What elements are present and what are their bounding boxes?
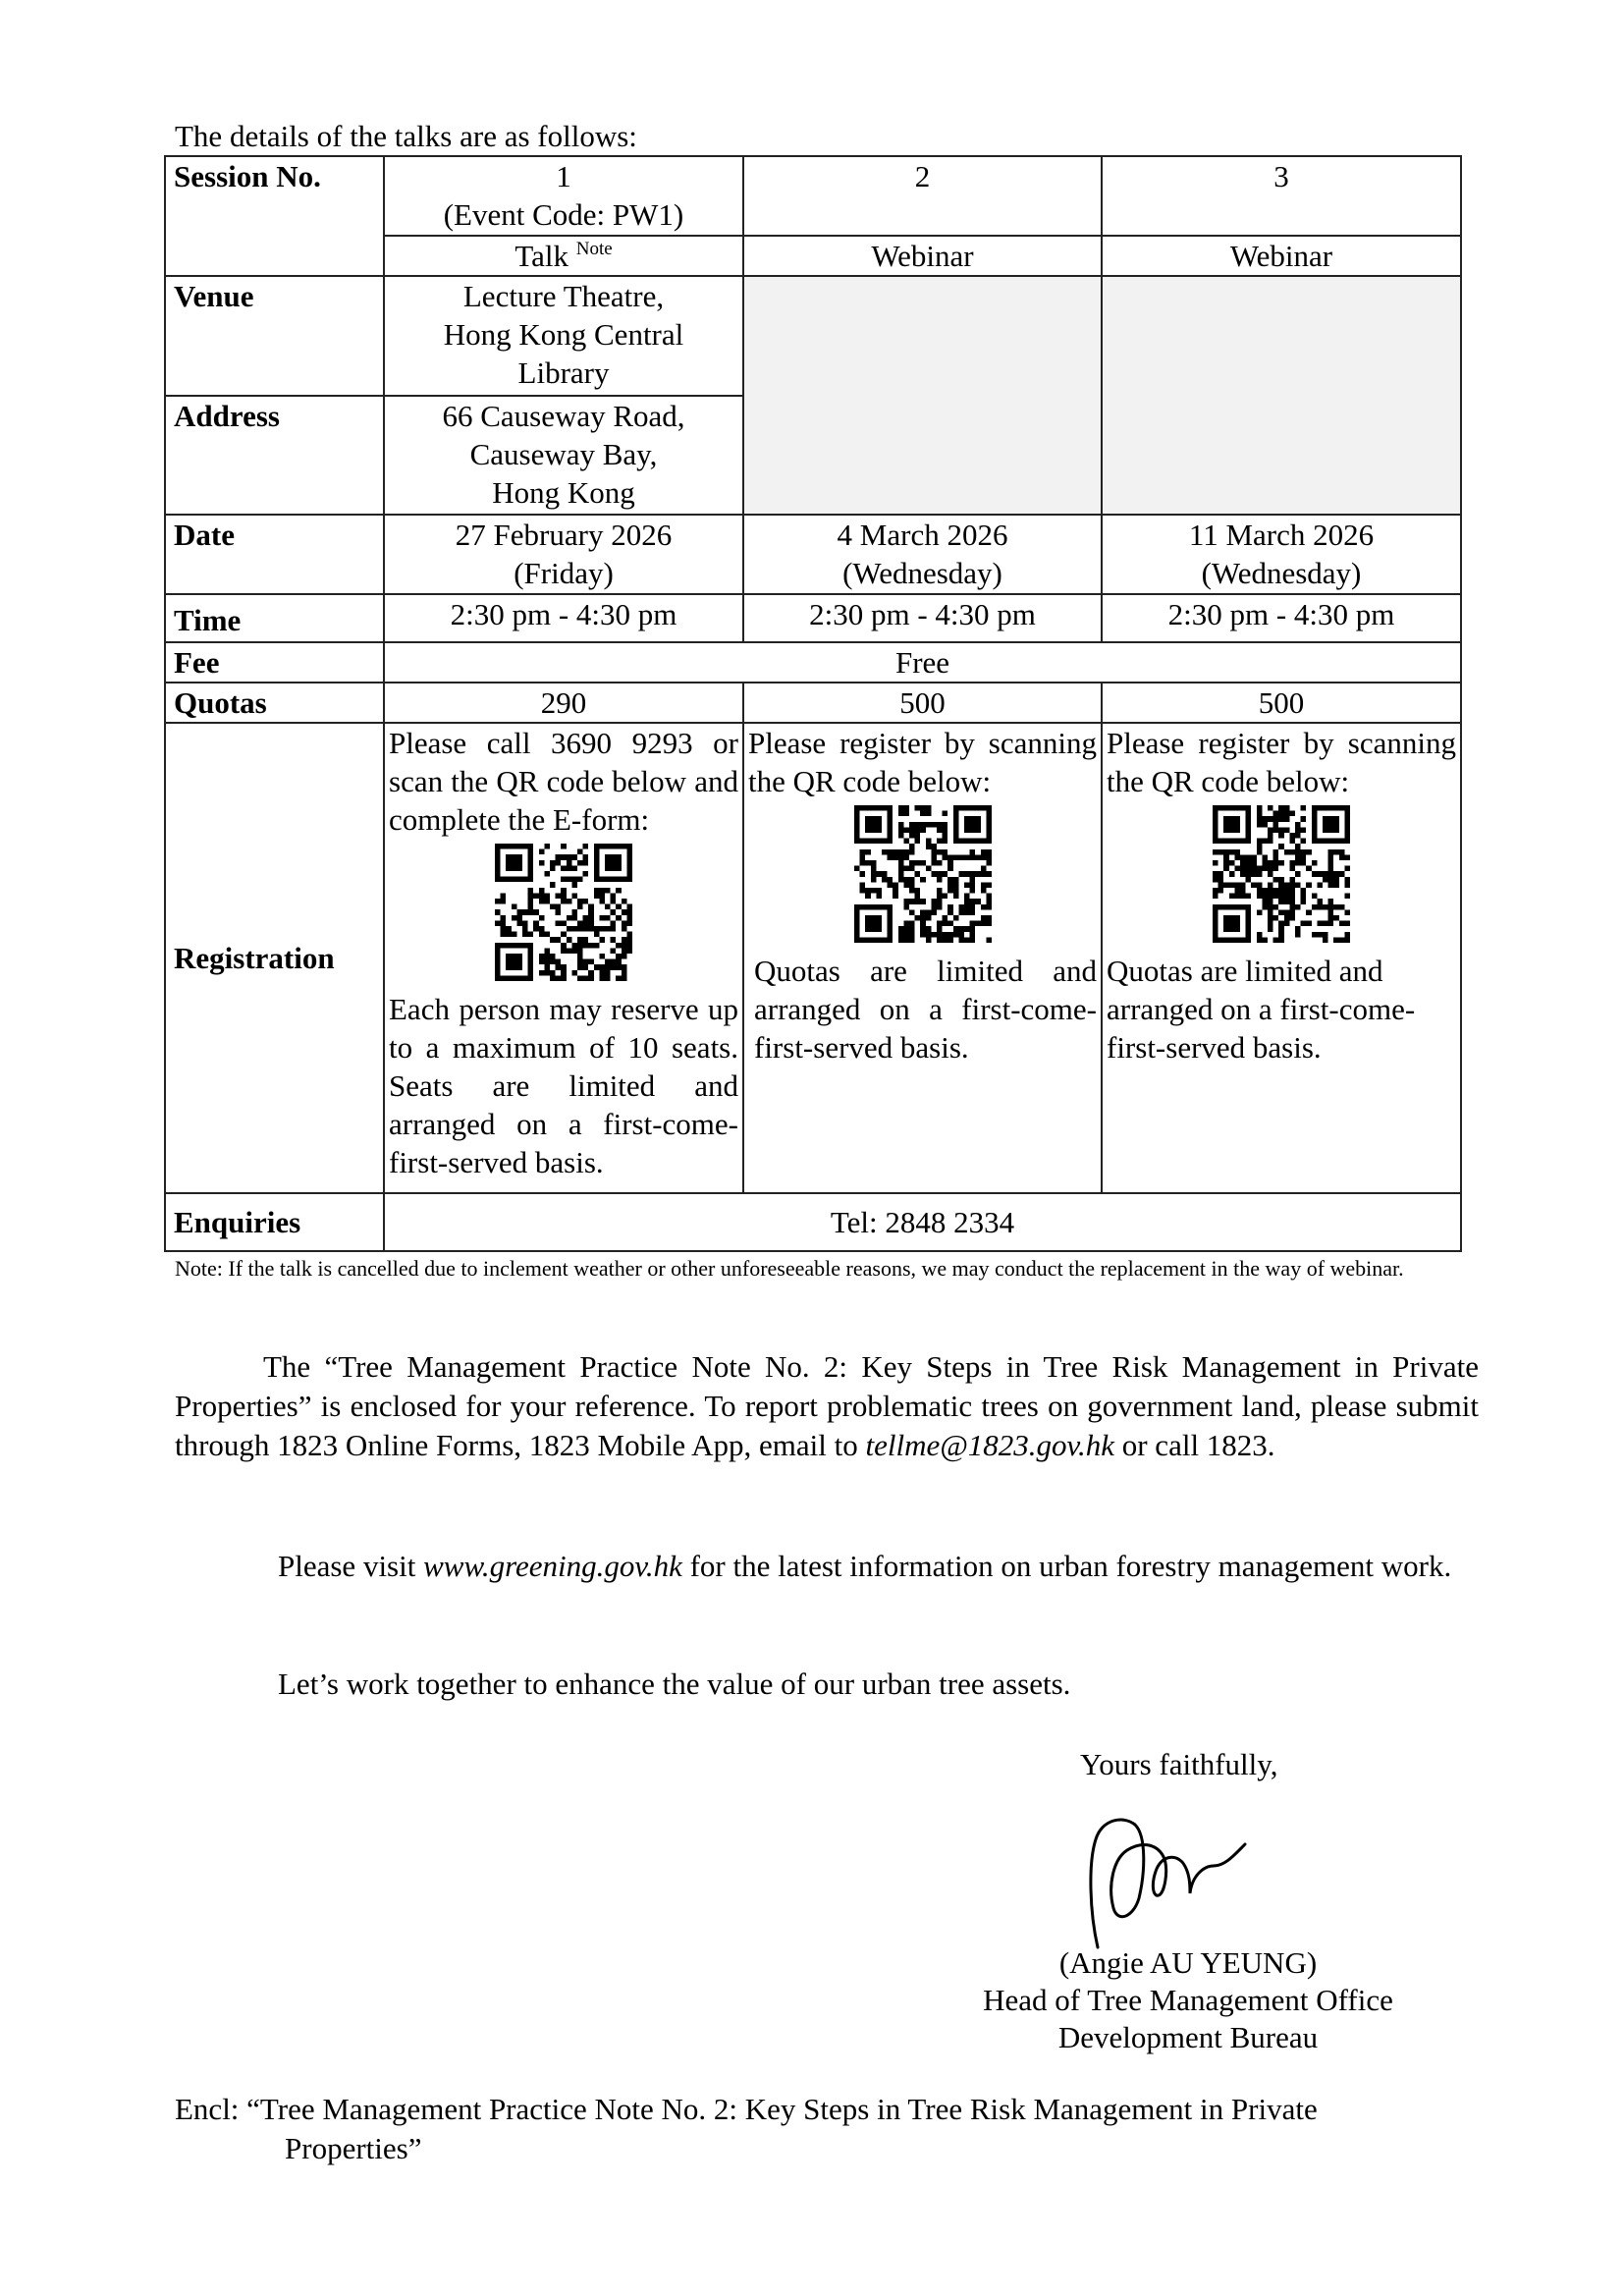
handwritten-signature xyxy=(1088,1815,1265,1952)
signer-title: Head of Tree Management Office xyxy=(983,1983,1393,2017)
session-1-date: 27 February 2026 (Friday) xyxy=(384,515,743,594)
qr-code-session-1[interactable] xyxy=(495,843,632,982)
fee-value: Free xyxy=(384,642,1461,683)
session-2-time: 2:30 pm - 4:30 pm xyxy=(743,594,1102,642)
enquiries-row xyxy=(165,1193,1461,1251)
session-1-registration xyxy=(384,723,743,1193)
session-2-quota: 500 xyxy=(743,683,1102,723)
session-1-quota: 290 xyxy=(384,683,743,723)
session-1-reg-note: Each person may reserve up to a maximum of 10 seats. Seats are limited and arranged on a first-come-first-served basis. xyxy=(389,992,738,1179)
session-row xyxy=(165,156,1461,236)
session-3-reg-intro: Please register by scanning the QR code below: xyxy=(1107,726,1456,798)
closing-salutation: Yours faithfully, xyxy=(1080,1747,1278,1781)
quotas-label: Quotas xyxy=(165,683,384,723)
date-label: Date xyxy=(165,515,384,594)
intro-text: The details of the talks are as follows: xyxy=(175,119,637,153)
signer-bureau: Development Bureau xyxy=(1057,2020,1319,2054)
date-row xyxy=(165,515,1461,594)
venue-label: Venue xyxy=(165,276,384,396)
enquiries-label: Enquiries xyxy=(165,1193,384,1251)
session-3-quota: 500 xyxy=(1102,683,1461,723)
session-1-reg-intro: Please call 3690 9293 or scan the QR code below and complete the E-form: xyxy=(389,726,738,837)
registration-row xyxy=(165,723,1461,1193)
session-2-format: Webinar xyxy=(743,236,1102,276)
enclosure-label: Encl: xyxy=(175,2092,240,2126)
time-row xyxy=(165,594,1461,642)
session-2-venue-empty xyxy=(743,276,1102,515)
session-1-address: 66 Causeway Road, Causeway Bay, Hong Kong xyxy=(384,396,743,515)
session-2-number: 2 xyxy=(743,156,1102,236)
session-label: Session No. xyxy=(165,156,384,276)
session-3-registration xyxy=(1102,723,1461,1193)
session-3-format: Webinar xyxy=(1102,236,1461,276)
fee-label: Fee xyxy=(165,642,384,683)
session-1-time: 2:30 pm - 4:30 pm xyxy=(384,594,743,642)
registration-label: Registration xyxy=(165,723,384,1193)
session-3-date: 11 March 2026 (Wednesday) xyxy=(1102,515,1461,594)
session-1-format: Talk $^{Note}$ xyxy=(384,236,743,276)
session-3-time: 2:30 pm - 4:30 pm xyxy=(1102,594,1461,642)
enclosure-line-1: “Tree Management Practice Note No. 2: Key Steps in Tree Risk Management in Private xyxy=(246,2092,1318,2126)
enclosure xyxy=(175,2090,1318,2168)
website-link[interactable]: www.greening.gov.hk xyxy=(423,1549,682,1583)
session-3-reg-note: Quotas are limited and arranged on a first-come-first-served basis. xyxy=(1107,954,1416,1065)
fee-row xyxy=(165,642,1461,683)
enquiries-value: Tel: 2848 2334 xyxy=(384,1193,1461,1251)
session-1-venue: Lecture Theatre, Hong Kong Central Library xyxy=(384,276,743,396)
paragraph-practice-note: The “Tree Management Practice Note No. 2: Key Steps in Tree Risk Management in Private Properties” is enclosed for your reference. To report problematic trees on government land, please submit through 1823 Online Forms, 1823 Mobile App, email to tellme@1823.gov.hk or call 1823. xyxy=(175,1349,1479,1462)
enclosure-line-2: Properties” xyxy=(285,2131,422,2165)
session-2-reg-intro: Please register by scanning the QR code below: xyxy=(748,726,1097,798)
qr-code-session-3[interactable] xyxy=(1213,804,1350,944)
note-marker: Note xyxy=(575,239,613,259)
session-1-number: 1 (Event Code: PW1) xyxy=(384,156,743,236)
talks-table xyxy=(164,155,1462,1252)
qr-code-session-2[interactable] xyxy=(854,804,992,944)
time-label: Time xyxy=(165,594,384,642)
venue-row xyxy=(165,276,1461,396)
session-2-date: 4 March 2026 (Wednesday) xyxy=(743,515,1102,594)
event-code: (Event Code: PW1) xyxy=(443,197,684,232)
paragraph-closing-remark: Let’s work together to enhance the value of our urban tree assets. xyxy=(278,1667,1071,1701)
address-label: Address xyxy=(165,396,384,515)
signer-block xyxy=(943,1944,1434,2056)
signer-name: (Angie AU YEUNG) xyxy=(1058,1945,1318,1980)
quotas-row xyxy=(165,683,1461,723)
table-footnote: Note: If the talk is cancelled due to inclement weather or other unforeseeable reasons, we may conduct the replacement in the way of webinar. xyxy=(175,1256,1404,1281)
email-link[interactable]: tellme@1823.gov.hk xyxy=(865,1428,1114,1462)
session-2-registration xyxy=(743,723,1102,1193)
session-2-reg-note: Quotas are limited and arranged on a first-come-first-served basis. xyxy=(754,954,1097,1065)
session-3-number: 3 xyxy=(1102,156,1461,236)
paragraph-visit-website: Please visit www.greening.gov.hk for the latest information on urban forestry management work. xyxy=(278,1549,1452,1583)
session-3-venue-empty xyxy=(1102,276,1461,515)
